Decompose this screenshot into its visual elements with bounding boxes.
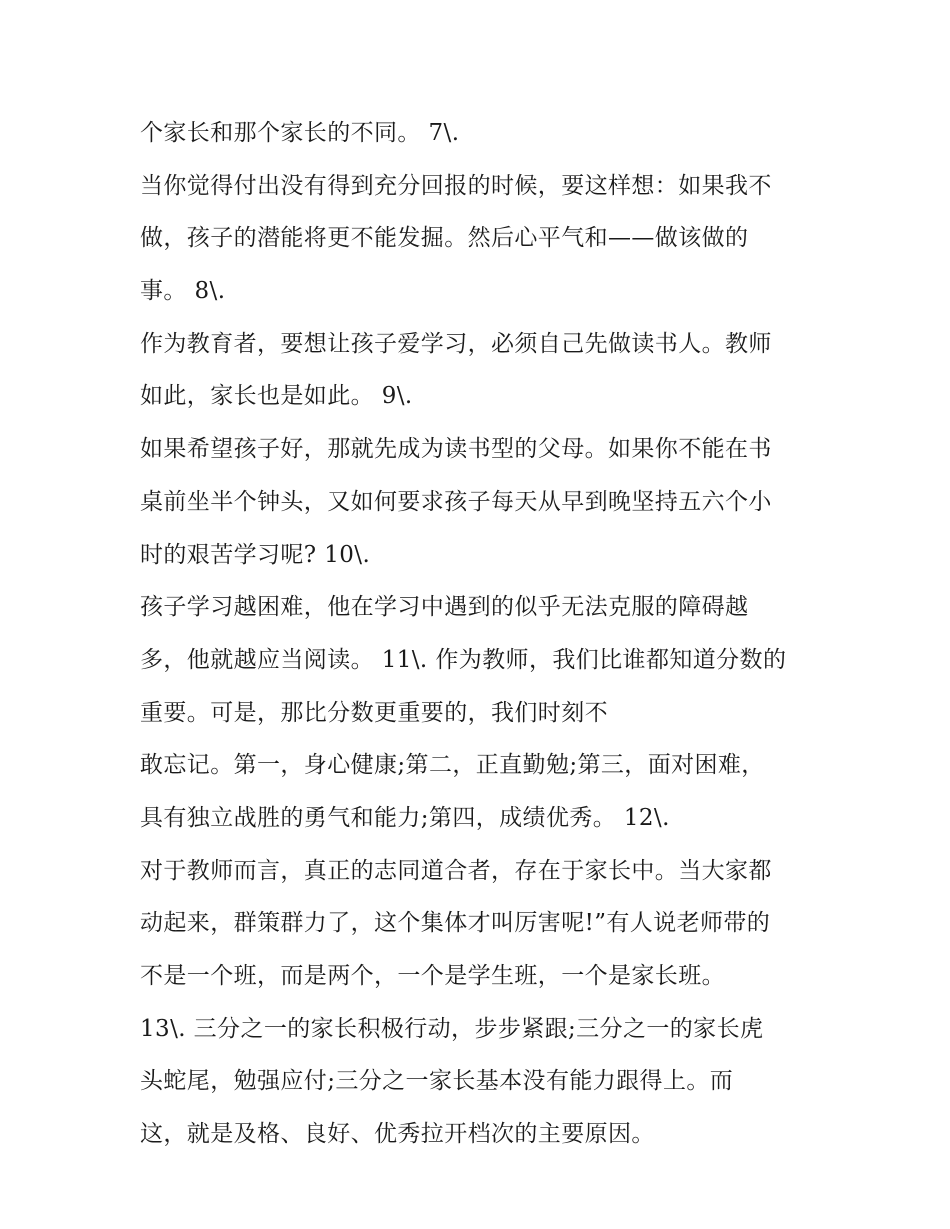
text-line: 个家长和那个家长的不同。 7\. <box>140 120 460 146</box>
text-line: 多，他就越应当阅读。 11\. 作为教师，我们比谁都知道分数的 <box>140 646 787 673</box>
text-line: 桌前坐半个钟头，又如何要求孩子每天从早到晚坚持五六个小 <box>140 488 772 515</box>
text-line: 孩子学习越困难，他在学习中遇到的似乎无法克服的障碍越 <box>140 594 749 621</box>
text-line: 这，就是及格、良好、优秀拉开档次的主要原因。 <box>140 1121 655 1148</box>
text-line: 13\. 三分之一的家长积极行动，步步紧跟;三分之一的家长虎 <box>140 1015 764 1042</box>
text-line: 不是一个班，而是两个，一个是学生班，一个是家长班。 <box>140 963 725 989</box>
text-line: 如此，家长也是如此。 9\. <box>140 383 413 410</box>
text-line: 事。 8\. <box>140 278 226 305</box>
text-line: 头蛇尾，勉强应付;三分之一家长基本没有能力跟得上。而 <box>140 1068 734 1095</box>
text-line: 具有独立战胜的勇气和能力;第四，成绩优秀。 12\. <box>140 804 670 831</box>
text-line: 重要。可是，那比分数更重要的，我们时刻不 <box>140 699 608 726</box>
text-line: 作为教育者，要想让孩子爱学习，必须自己先做读书人。教师 <box>140 330 772 357</box>
text-line: 当你觉得付出没有得到充分回报的时候，要这样想：如果我不 <box>140 172 772 199</box>
text-line: 对于教师而言，真正的志同道合者，存在于家长中。当大家都 <box>140 857 772 884</box>
text-line: 如果希望孩子好，那就先成为读书型的父母。如果你不能在书 <box>140 436 772 463</box>
text-line: 时的艰苦学习呢? 10\. <box>140 541 371 568</box>
document-body <box>140 107 840 1161</box>
text-line: 做，孩子的潜能将更不能发掘。然后心平气和——做该做的 <box>140 225 749 252</box>
text-line: 敢忘记。第一，身心健康;第二，正直勤勉;第三，面对困难， <box>140 752 765 779</box>
text-line: 动起来，群策群力了，这个集体才叫厉害呢!”有人说老师带的 <box>140 910 771 937</box>
